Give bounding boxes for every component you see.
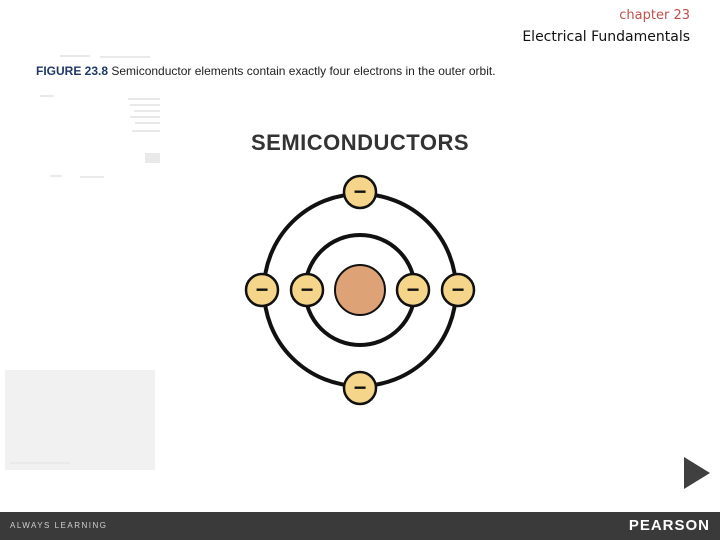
electron-symbol: − — [406, 277, 420, 302]
electron-outer-right — [442, 274, 474, 306]
play-triangle-icon[interactable] — [682, 455, 712, 491]
electron-outer-left — [246, 274, 278, 306]
footer-tagline: ALWAYS LEARNING — [10, 521, 108, 530]
electron-inner-left — [291, 274, 323, 306]
chapter-number: chapter 23 — [619, 8, 690, 23]
electron-symbol: − — [300, 277, 314, 302]
chapter-title: Electrical Fundamentals — [522, 29, 690, 45]
figure-title: SEMICONDUCTORS — [250, 130, 470, 155]
footer-bar — [0, 512, 720, 540]
faded-background-marks — [0, 50, 165, 480]
figure-caption — [36, 64, 496, 78]
nucleus — [335, 265, 385, 315]
figure-label: FIGURE 23.8 — [36, 64, 109, 78]
electron-symbol: − — [353, 179, 367, 204]
atom-diagram — [240, 120, 480, 410]
electron-symbol: − — [255, 277, 269, 302]
electron-bottom — [344, 372, 376, 404]
electron-top — [344, 176, 376, 208]
electron-inner-right — [397, 274, 429, 306]
figure-caption-text: Semiconductor elements contain exactly four electrons in the outer orbit. — [108, 64, 496, 78]
electron-symbol: − — [451, 277, 465, 302]
electron-symbol: − — [353, 375, 367, 400]
pearson-logo: PEARSON — [628, 517, 710, 534]
semiconductor-figure — [240, 120, 480, 410]
chapter-header — [522, 6, 690, 48]
